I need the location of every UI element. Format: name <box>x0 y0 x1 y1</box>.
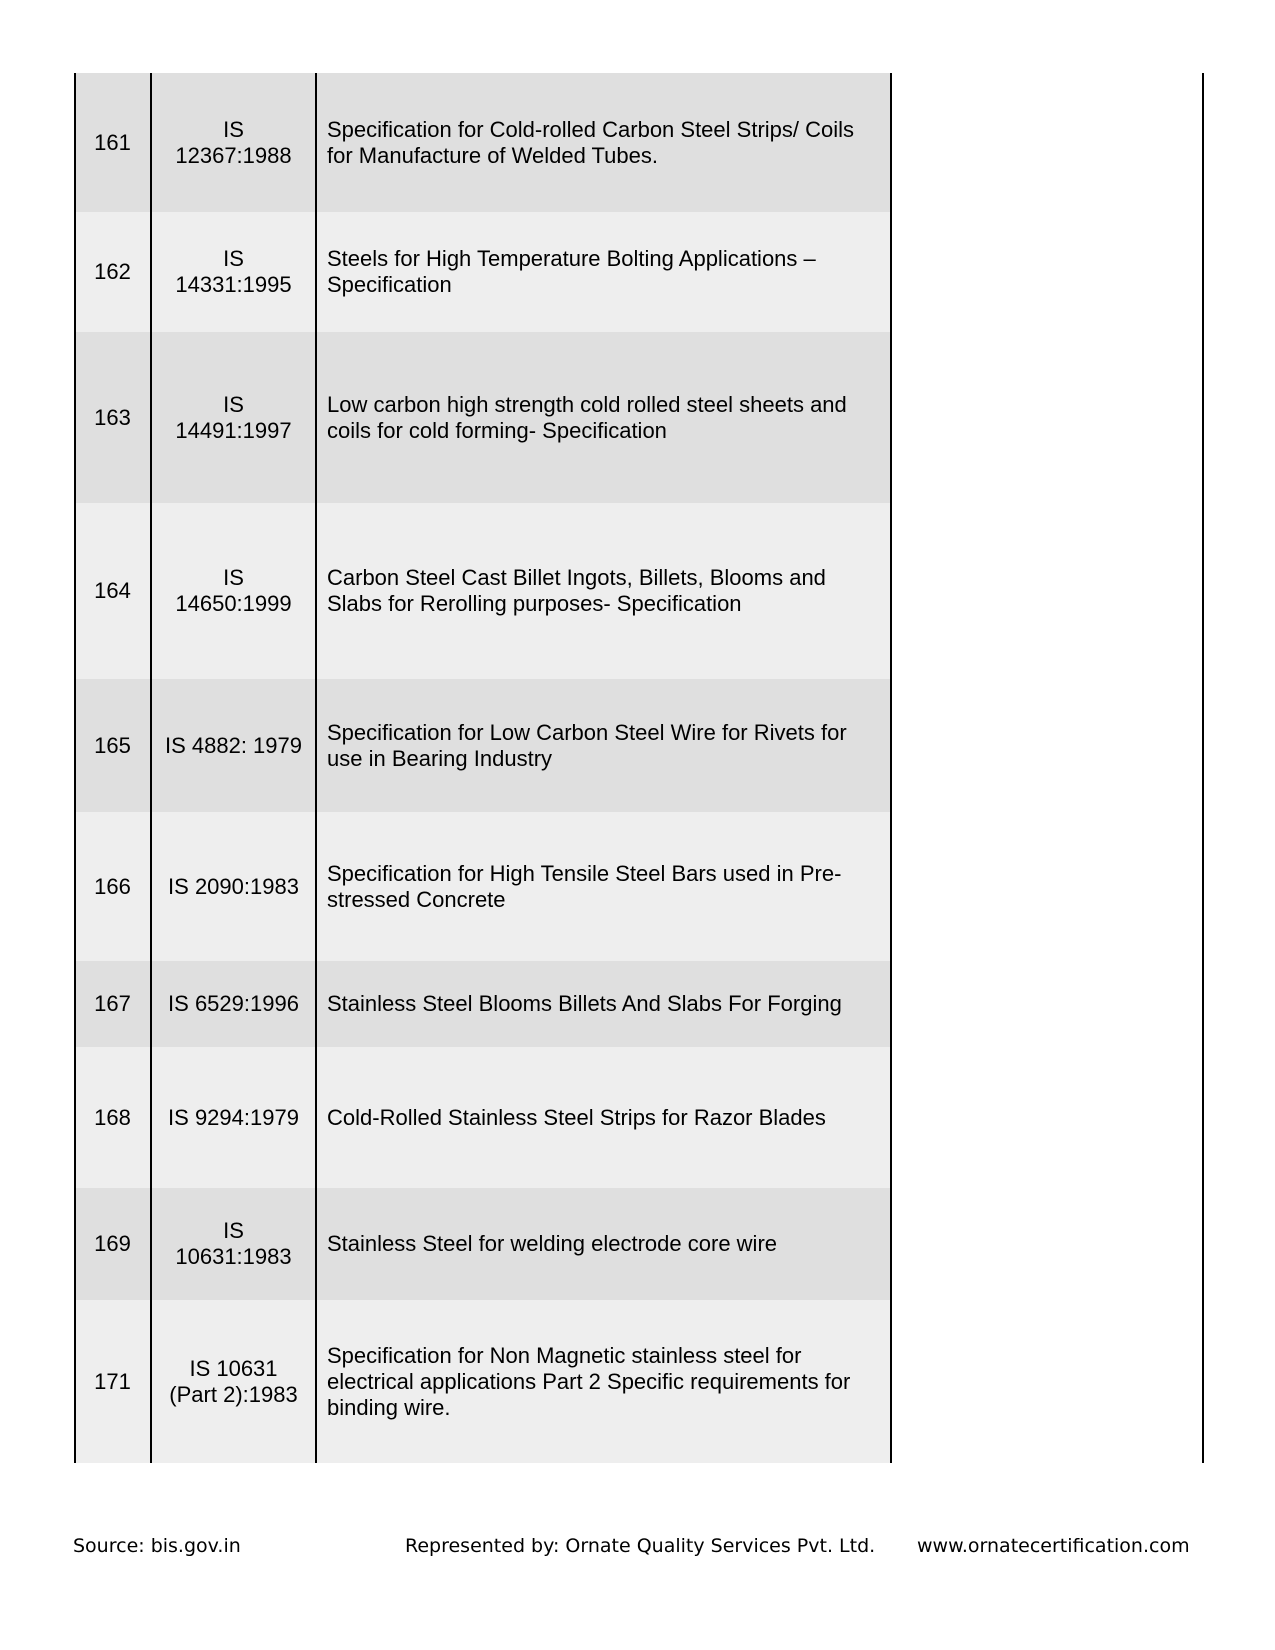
table-row <box>74 1047 891 1188</box>
standard-title: Specification for High Tensile Steel Bars used in Pre-stressed Concrete <box>327 860 842 912</box>
table-border-right <box>1202 73 1204 1463</box>
standard-code: IS 4882: 1979 <box>164 732 302 758</box>
column-divider <box>890 73 892 1463</box>
standard-title: Specification for Non Magnetic stainless steel for electrical applications Part 2 Specific requirements for binding wire. <box>327 1342 851 1420</box>
standard-code: IS 12367:1988 <box>175 116 292 168</box>
footer-source: Source: bis.gov.in <box>73 1535 241 1557</box>
table-row <box>74 1188 891 1300</box>
standards-table <box>74 73 1204 1463</box>
standard-code: IS 2090:1983 <box>168 873 299 899</box>
row-number: 168 <box>94 1104 131 1130</box>
standard-title: Specification for Low Carbon Steel Wire for Rivets for use in Bearing Industry <box>327 719 847 771</box>
standard-code: IS 9294:1979 <box>168 1104 299 1130</box>
standard-code: IS 14331:1995 <box>175 246 292 297</box>
table-row <box>74 812 891 961</box>
standard-title: Stainless Steel Blooms Billets And Slabs For Forging <box>327 991 842 1016</box>
table-row <box>74 332 891 503</box>
column-divider <box>315 73 317 1463</box>
standard-title: Stainless Steel for welding electrode core wire <box>327 1231 778 1256</box>
standard-code: IS 10631 (Part 2):1983 <box>169 1355 298 1407</box>
standard-title: Steels for High Temperature Bolting Applications – Specification <box>327 246 816 297</box>
standard-code: IS 6529:1996 <box>168 991 299 1016</box>
row-number: 167 <box>94 991 131 1016</box>
standard-title: Low carbon high strength cold rolled steel sheets and coils for cold forming- Specification <box>327 391 847 443</box>
row-number: 163 <box>94 404 131 430</box>
table-row <box>74 503 891 679</box>
footer-website-link[interactable]: www.ornatecertification.com <box>917 1535 1190 1557</box>
standard-title: Carbon Steel Cast Billet Ingots, Billets, Blooms and Slabs for Rerolling purposes- Specification <box>327 565 826 616</box>
row-number: 171 <box>94 1368 131 1394</box>
table-row <box>74 679 891 812</box>
standard-code: IS 14650:1999 <box>175 565 292 616</box>
standard-code: IS 10631:1983 <box>175 1218 292 1269</box>
row-number: 162 <box>94 259 131 284</box>
footer-represented-by: Represented by: Ornate Quality Services Pvt. Ltd. <box>405 1535 876 1557</box>
standard-code: IS 14491:1997 <box>175 391 292 443</box>
row-number: 161 <box>94 129 131 155</box>
row-number: 165 <box>94 732 131 758</box>
table-row <box>74 1300 891 1463</box>
standard-title: Specification for Cold-rolled Carbon Steel Strips/ Coils for Manufacture of Welded Tubes. <box>327 116 855 168</box>
table-row <box>74 73 891 212</box>
table-border-left <box>74 73 76 1463</box>
table-row <box>74 212 891 332</box>
table-row <box>74 961 891 1047</box>
column-divider <box>150 73 152 1463</box>
page-footer <box>0 1535 1275 1565</box>
row-number: 164 <box>94 578 131 603</box>
row-number: 169 <box>94 1231 131 1256</box>
standard-title: Cold-Rolled Stainless Steel Strips for Razor Blades <box>327 1104 826 1130</box>
row-number: 166 <box>94 873 131 899</box>
